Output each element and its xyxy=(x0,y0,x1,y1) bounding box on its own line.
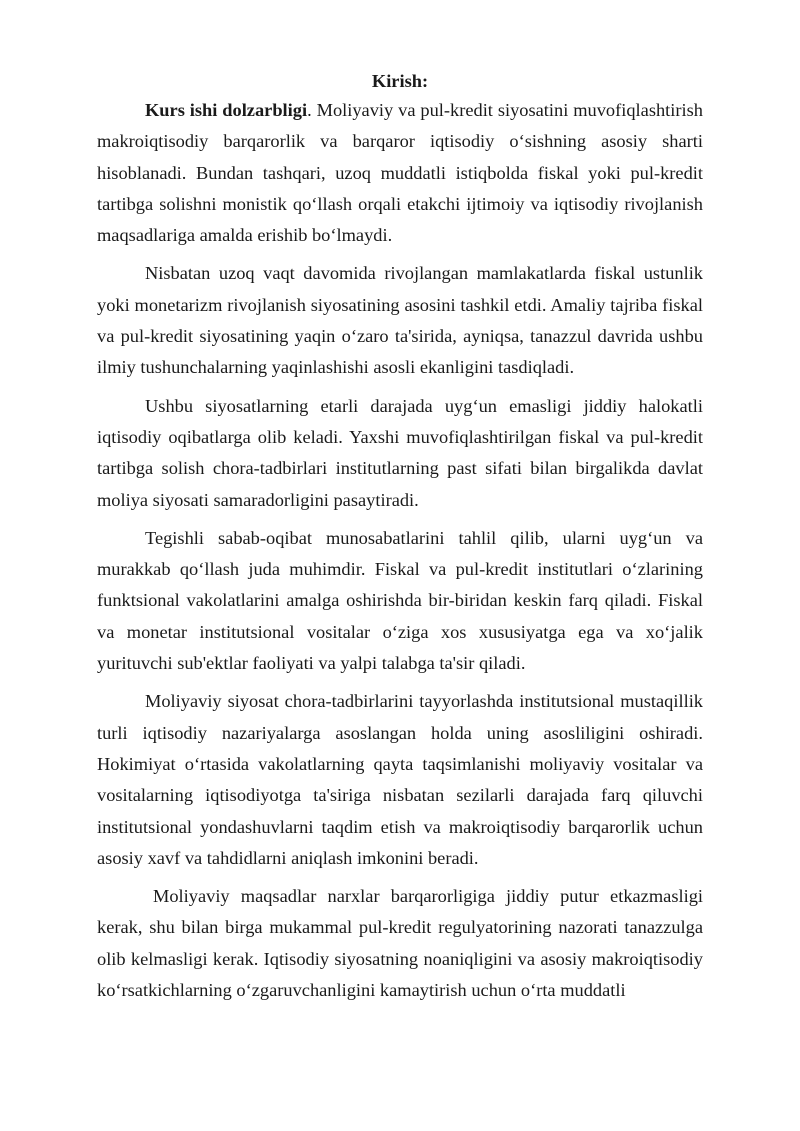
document-page xyxy=(97,66,703,1013)
lead-label: Kurs ishi dolzarbligi xyxy=(145,100,308,120)
paragraph-1 xyxy=(97,95,703,251)
paragraph-2: Nisbatan uzoq vaqt davomida rivojlangan mamlakatlarda fiskal ustunlik yoki monetarizm rivojlanish siyosatining asosini tashkil etdi. Amaliy tajriba fiskal va pul-kredit siyosatining yaqin o‘zaro ta'sirida, ayniqsa, tanazzul davrida ushbu ilmiy tushunchalarning yaqinlashishi asosli ekanligini tasdiqladi. xyxy=(97,263,703,378)
section-title: Kirish: xyxy=(371,71,429,91)
paragraph-4: Tegishli sabab-oqibat munosabatlarini tahlil qilib, ularni uyg‘un va murakkab qo‘llash juda muhimdir. Fiskal va pul-kredit institutlari o‘zlarining funktsional vakolatlarini amalga oshirishda bir-biridan keskin farq qiladi. Fiskal va monetar institutsional vositalar o‘ziga xos xususiyatga ega va xo‘jalik yurituvchi sub'ektlar faoliyati va yalpi talabga ta'sir qiladi. xyxy=(97,527,703,674)
lead-punct: . xyxy=(307,100,312,120)
paragraph-5: Moliyaviy siyosat chora-tadbirlarini tayyorlashda institutsional mustaqillik turli iqtisodiy nazariyalarga asoslangan holda uning asosliligini oshiradi. Hokimiyat o‘rtasida vakolatlarning qayta taqsimlanishi moliyaviy vositalar va vositalarning iqtisodiyotga ta'siriga nisbatan sezilarli darajada farq qiluvchi institutsional yondashuvlarni taqdim etish va makroiqtisodiy barqarorlik uchun asosiy xavf va tahdidlarni aniqlash imkonini beradi. xyxy=(97,691,703,868)
paragraph-6: Moliyaviy maqsadlar narxlar barqarorligiga jiddiy putur etkazmasligi kerak, shu bilan birga mukammal pul-kredit regulyatorining nazorati tanazzulga olib kelmasligi kerak. Iqtisodiy siyosatning noaniqligini va asosiy makroiqtisodiy ko‘rsatkichlarning o‘zgaruvchanligini kamaytirish uchun o‘rta muddatli xyxy=(97,886,703,1001)
paragraph-1-text: Moliyaviy va pul-kredit siyosatini muvofiqlashtirish makroiqtisodiy barqarorlik va barqaror iqtisodiy o‘sishning asosiy sharti hisoblanadi. Bundan tashqari, uzoq muddatli istiqbolda fiskal yoki pul-kredit tartibga solishni monistik qo‘llash orqali etakchi ijtimoiy va iqtisodiy rivojlanish maqsadlariga amalda erishib bo‘lmaydi. xyxy=(97,100,703,246)
paragraph-3: Ushbu siyosatlarning etarli darajada uyg‘un emasligi jiddiy halokatli iqtisodiy oqibatlarga olib keladi. Yaxshi muvofiqlashtirilgan fiskal va pul-kredit tartibga solish chora-tadbirlari institutlarning past sifati bilan birgalikda davlat moliya siyosati samaradorligini pasaytiradi. xyxy=(97,395,703,510)
